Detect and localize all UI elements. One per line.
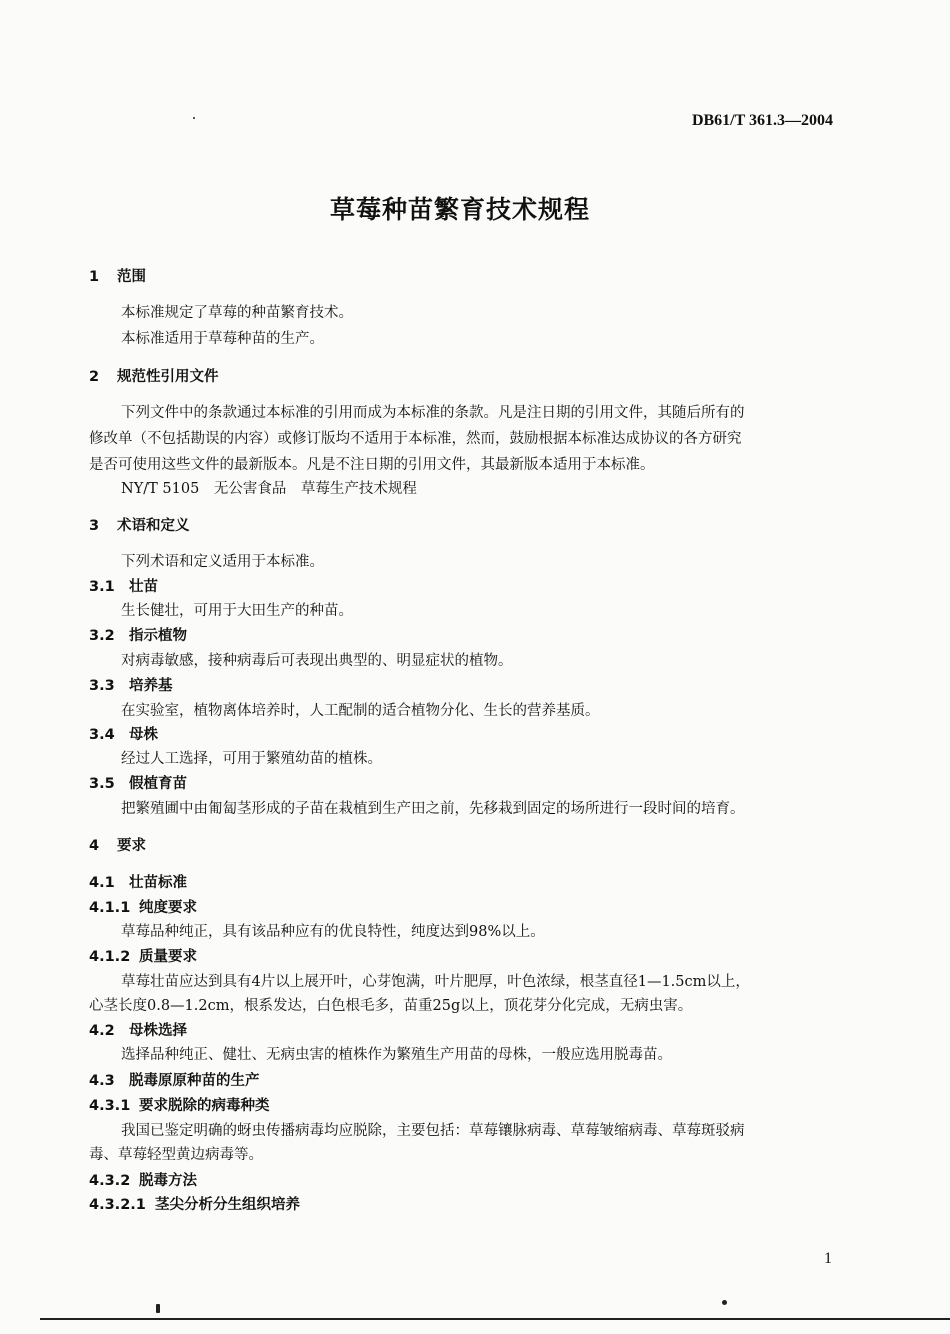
paragraph-line: 修改单（不包括勘误的内容）或修订版均不适用于本标准，然而，鼓励根据本标准达成协议的各方研究: [89, 431, 742, 447]
term-heading: 3.2 指示植物: [89, 628, 187, 644]
scan-speck: [722, 1300, 727, 1305]
term-heading: 3.3 培养基: [89, 678, 173, 694]
section-number: 3: [89, 518, 100, 534]
normative-reference: NY/T 5105 无公害食品 草莓生产技术规程: [121, 481, 417, 497]
section-1-heading: [89, 267, 834, 287]
section-title: 范围: [117, 269, 146, 285]
subsection-heading: 4.1.2 质量要求: [89, 949, 197, 965]
page-number: 1: [824, 1250, 832, 1267]
section-title: 术语和定义: [117, 518, 190, 534]
term-definition: 在实验室，植物离体培养时，人工配制的适合植物分化、生长的营养基质。: [121, 703, 600, 719]
term-definition: 经过人工选择，可用于繁殖幼苗的植株。: [121, 751, 382, 767]
paragraph-line: 毒、草莓轻型黄边病毒等。: [89, 1147, 263, 1163]
paragraph: 选择品种纯正、健壮、无病虫害的植株作为繁殖生产用苗的母株，一般应选用脱毒苗。: [121, 1047, 672, 1063]
subsection-heading: 4.1.1 纯度要求: [89, 900, 197, 916]
scan-speck: [193, 117, 195, 119]
term-heading: 3.1 壮苗: [89, 579, 158, 595]
section-number: 1: [89, 269, 100, 285]
subsection-heading: 4.2 母株选择: [89, 1023, 187, 1039]
paragraph-line: 是否可使用这些文件的最新版本。凡是不注日期的引用文件，其最新版本适用于本标准。: [89, 457, 655, 473]
subsection-heading: 4.3 脱毒原原种苗的生产: [89, 1073, 260, 1089]
section-number: 4: [89, 838, 100, 854]
term-heading: 3.4 母株: [89, 727, 158, 743]
section-3-heading: [89, 516, 834, 536]
term-definition: 生长健壮，可用于大田生产的种苗。: [121, 603, 353, 619]
paragraph: 本标准规定了草莓的种苗繁育技术。: [121, 305, 353, 321]
section-title: 规范性引用文件: [117, 369, 219, 385]
section-title: 要求: [117, 838, 146, 854]
scan-speck: [156, 1304, 160, 1313]
paragraph: 草莓品种纯正，具有该品种应有的优良特性，纯度达到98%以上。: [121, 924, 545, 940]
paragraph-line: 我国已鉴定明确的蚜虫传播病毒均应脱除，主要包括：草莓镶脉病毒、草莓皱缩病毒、草莓斑驳病: [121, 1123, 745, 1139]
document-title: 草莓种苗繁育技术规程: [329, 195, 590, 224]
term-definition: 把繁殖圃中由匍匐茎形成的子苗在栽植到生产田之前，先移栽到固定的场所进行一段时间的培育。: [121, 801, 745, 817]
subsection-heading: 4.3.2.1 茎尖分析分生组织培养: [89, 1197, 300, 1213]
term-heading: 3.5 假植育苗: [89, 776, 187, 792]
section-2-heading: [89, 367, 834, 387]
paragraph-line: 草莓壮苗应达到具有4片以上展开叶，心芽饱满，叶片肥厚，叶色浓绿，根茎直径1—1.5cm以上，: [121, 974, 750, 990]
subsection-heading: 4.3.2 脱毒方法: [89, 1173, 197, 1189]
paragraph: 下列术语和定义适用于本标准。: [121, 554, 324, 570]
paragraph-line: 下列文件中的条款通过本标准的引用而成为本标准的条款。凡是注日期的引用文件，其随后所有的: [121, 405, 745, 421]
paragraph-line: 心茎长度0.8—1.2cm，根系发达，白色根毛多，苗重25g以上，顶花芽分化完成，无病虫害。: [89, 998, 693, 1014]
section-4-heading: [89, 836, 834, 856]
standard-code: DB61/T 361.3—2004: [691, 112, 833, 129]
subsection-heading: 4.3.1 要求脱除的病毒种类: [89, 1098, 270, 1114]
section-number: 2: [89, 369, 100, 385]
paragraph: 本标准适用于草莓种苗的生产。: [121, 331, 324, 347]
term-definition: 对病毒敏感，接种病毒后可表现出典型的、明显症状的植物。: [121, 653, 513, 669]
scan-edge-line: [40, 1318, 950, 1320]
subsection-heading: 4.1 壮苗标准: [89, 875, 187, 891]
